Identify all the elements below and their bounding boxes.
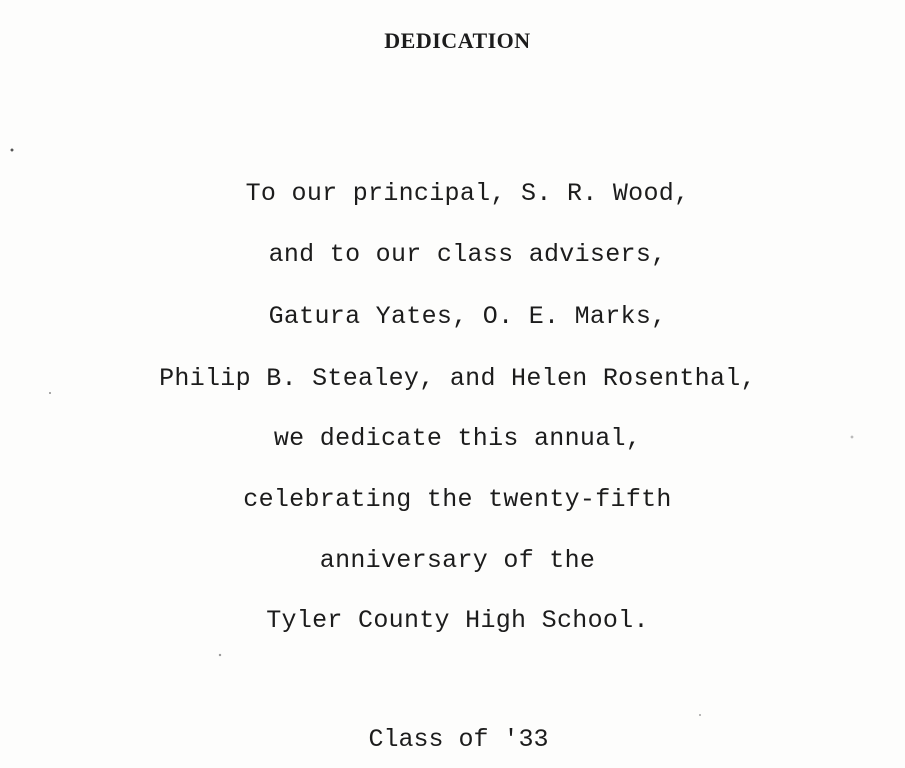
dedication-line: Gatura Yates, O. E. Marks, [268,302,667,331]
dedication-line: Tyler County High School. [266,606,649,635]
dedication-line: anniversary of the [319,546,596,575]
dedication-line: Philip B. Stealey, and Helen Rosenthal, [159,364,756,393]
dedication-line: and to our class advisers, [268,240,667,269]
dedication-line: we dedicate this annual, [273,424,642,453]
page-title: DEDICATION [384,28,531,53]
dedication-line: To our principal, S. R. Wood, [245,179,690,208]
class-signature: Class of '33 [368,725,549,754]
dedication-line: celebrating the twenty-fifth [243,485,672,514]
